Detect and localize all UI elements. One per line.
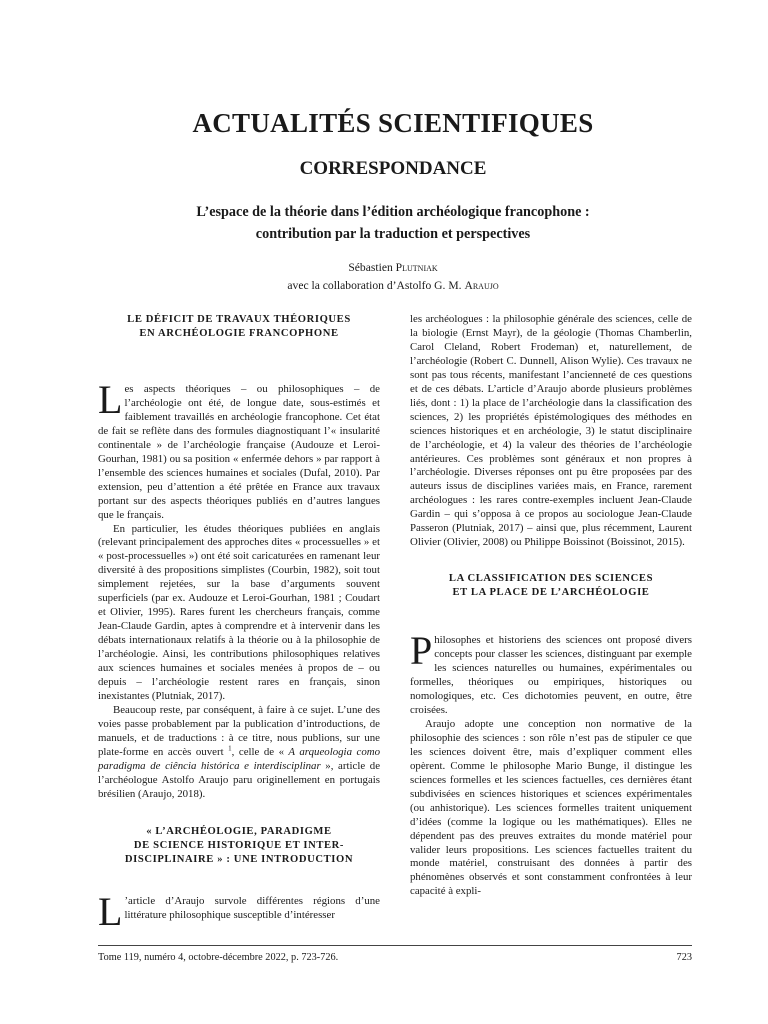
heading-line: LA CLASSIFICATION DES SCIENCES <box>448 573 654 585</box>
collaborator-last-name: Araujo <box>464 279 499 292</box>
author-block <box>120 259 666 295</box>
right-column <box>410 313 692 899</box>
journal-title: ACTUALITÉS SCIENTIFIQUES <box>192 108 594 138</box>
section-heading-introduction <box>98 825 380 867</box>
paragraph <box>98 704 380 802</box>
paragraph-text: Beaucoup reste, par conséquent, à faire à ce sujet. L’une des voies passe probablement par la publication d’introductions, de manuels, et de traductions : à ce titre, nous publions, sur une plate-forme en accès ouvert <box>98 703 380 758</box>
author-last-name: Plutniak <box>395 261 438 274</box>
collaborator-prefix: avec la collaboration d’Astolfo G. M. <box>287 279 462 292</box>
paragraph-text: ’article d’Araujo survole différentes régions d’une littérature philosophique susceptible d’intéresser <box>124 894 380 921</box>
article-title-line2: contribution par la traduction et perspectives <box>255 226 531 242</box>
paragraph: les archéologues : la philosophie générale des sciences, celle de la biologie (Ernst Mayr), de la géologie (Thomas Chamberlin, Carol Cleland, Robert Frodeman) et, naturellement, de l’archéologie (Robert C. Dunnell, Alison Wylie). Ces travaux ne sont pas tous récents, manifestant l’ancienneté de ces questions et de ces débats. L’article d’Araujo aborde plusieurs problèmes liés, dont : 1) la place de l’archéologie dans la classification des sciences, 2) les propriétés épistémologiques des méthodes en sciences historiques et en archéologie, 3) le statut disciplinaire de l’archéologie, et 4) la valeur des théories de l’archéologie antérieures. Ces problèmes sont généraux et non propres à l’archéologie. Diverses réponses ont pu être proposées par des auteurs issus de disciplines variées mais, en France, rarement archéologues : les rares contre-exemples incluent Jean-Claude Gardin – qui s’opposa à ce propos au sociologue Jean-Claude Passeron (Plutniak, 2017) – ainsi que, plus récemment, Laurent Olivier (Olivier, 2008) ou Philippe Boissinot (Boissinot, 2015). <box>410 313 692 549</box>
article-title <box>120 201 666 245</box>
heading-line: DISCIPLINAIRE » : UNE INTRODUCTION <box>124 853 354 865</box>
paragraph: Araujo adopte une conception non normative de la philosophie des sciences : son rôle n’est pas de stipuler ce que les sciences doivent être, mais d’expliquer comment elles opèrent. Comme le philosophe Mario Bunge, il distingue les sciences formelles et les sciences factuelles, ces dernières étant subdivisées en sciences historiques et sciences expérimentales (ou anhistorique). Les sciences formelles traitent uniquement d’idées (comme la logique ou les mathématiques). Elles ne dépendent pas des preuves extraites du monde matériel pour valider leurs propositions. Les sciences factuelles traitent du monde matériel, construisant des données à partir des phénomènes observés et sont constamment confrontées à leur capacité à expli- <box>410 717 692 898</box>
author-line <box>120 259 666 277</box>
section-heading-deficit <box>98 313 380 341</box>
heading-line: « L’ARCHÉOLOGIE, PARADIGME <box>146 825 332 837</box>
article-title-line1: L’espace de la théorie dans l’édition archéologique francophone : <box>196 204 590 220</box>
left-column <box>98 313 381 934</box>
collaborator-line <box>120 277 666 295</box>
heading-line: EN ARCHÉOLOGIE FRANCOPHONE <box>139 328 339 339</box>
drop-cap: P <box>410 628 433 674</box>
footer-rule <box>98 945 692 946</box>
heading-line: ET LA PLACE DE L’ARCHÉOLOGIE <box>452 587 650 599</box>
paragraph-text: es aspects théoriques – ou philosophiques – de l’archéologie ont été, de longue date, sous-estimés et faiblement travaillés en archéologie francophone. Cet état de fait se reflète dans des formules diagnostiquant l’« insularité continentale » de l’archéologie française (Audouze et Leroi-Gourhan, 1981) ou sa position « enfermée dehors » par rapport à l’ensemble des sciences humaines et sociales (Dufal, 2010). Par extension, peu d’attention a été prêtée en France aux travaux portant sur des aspects théoriques publiés en d’autres langues que le français. <box>98 383 380 521</box>
footer-citation: Tome 119, numéro 4, octobre-décembre 2022, p. 723-726. <box>98 952 339 963</box>
section-heading-classification <box>410 572 692 600</box>
drop-cap: L <box>98 377 123 422</box>
paragraph-text: hilosophes et historiens des sciences ont proposé divers concepts pour classer les sciences, distinguant par exemple les sciences naturelles ou humaines, expérimentales ou formelles, théoriques ou empiriques, historiques ou nomologiques, etc. Ces dichotomies peuvent, en outre, être croisées. <box>410 634 692 716</box>
paragraph-text: , celle de « <box>231 745 285 758</box>
paragraph <box>98 888 380 934</box>
page-number: 723 <box>676 952 692 963</box>
section-title: CORRESPONDANCE <box>299 158 487 179</box>
page-footer <box>98 951 692 965</box>
heading-line: DE SCIENCE HISTORIQUE ET INTER- <box>133 839 345 851</box>
author-first-name: Sébastien <box>348 261 393 274</box>
paragraph: En particulier, les études théoriques publiées en anglais (relevant principalement des approches dites « processuelles » et « post-processuelles ») ont été soit caricaturées en ramenant leur diversité à des propositions simplistes (Courbin, 1982), soit tout simplement rejetées, sur la base d’arguments souvent superficiels (par ex. Audouze et Leroi-Gourhan, 1981 ; Coudart et Olivier, 1995). Rares furent les chercheurs français, comme Jean-Claude Gardin, aptes à comprendre et à intervenir dans les débats internationaux relatifs à la théorie ou à la philosophie de l’archéologie. Ainsi, les contributions philosophiques relatives aux sciences humaines et sociales menées à propos de – ou depuis – l’archéologie restent rares en français, sinon inexistantes (Plutniak, 2017). <box>98 522 380 702</box>
paragraph <box>98 377 380 523</box>
drop-cap: L <box>98 888 123 934</box>
footnote-marker[interactable]: 1 <box>228 744 232 753</box>
paragraph-text: », article de l’archéologue Astolfo Araujo paru originellement en portugais brésilien (Araujo, 2018). <box>98 759 381 800</box>
paragraph <box>410 628 692 718</box>
heading-line: LE DÉFICIT DE TRAVAUX THÉORIQUES <box>127 314 351 325</box>
italic-title: A arqueologia como paradigma de ciência histórica e interdisciplinar <box>98 745 381 772</box>
